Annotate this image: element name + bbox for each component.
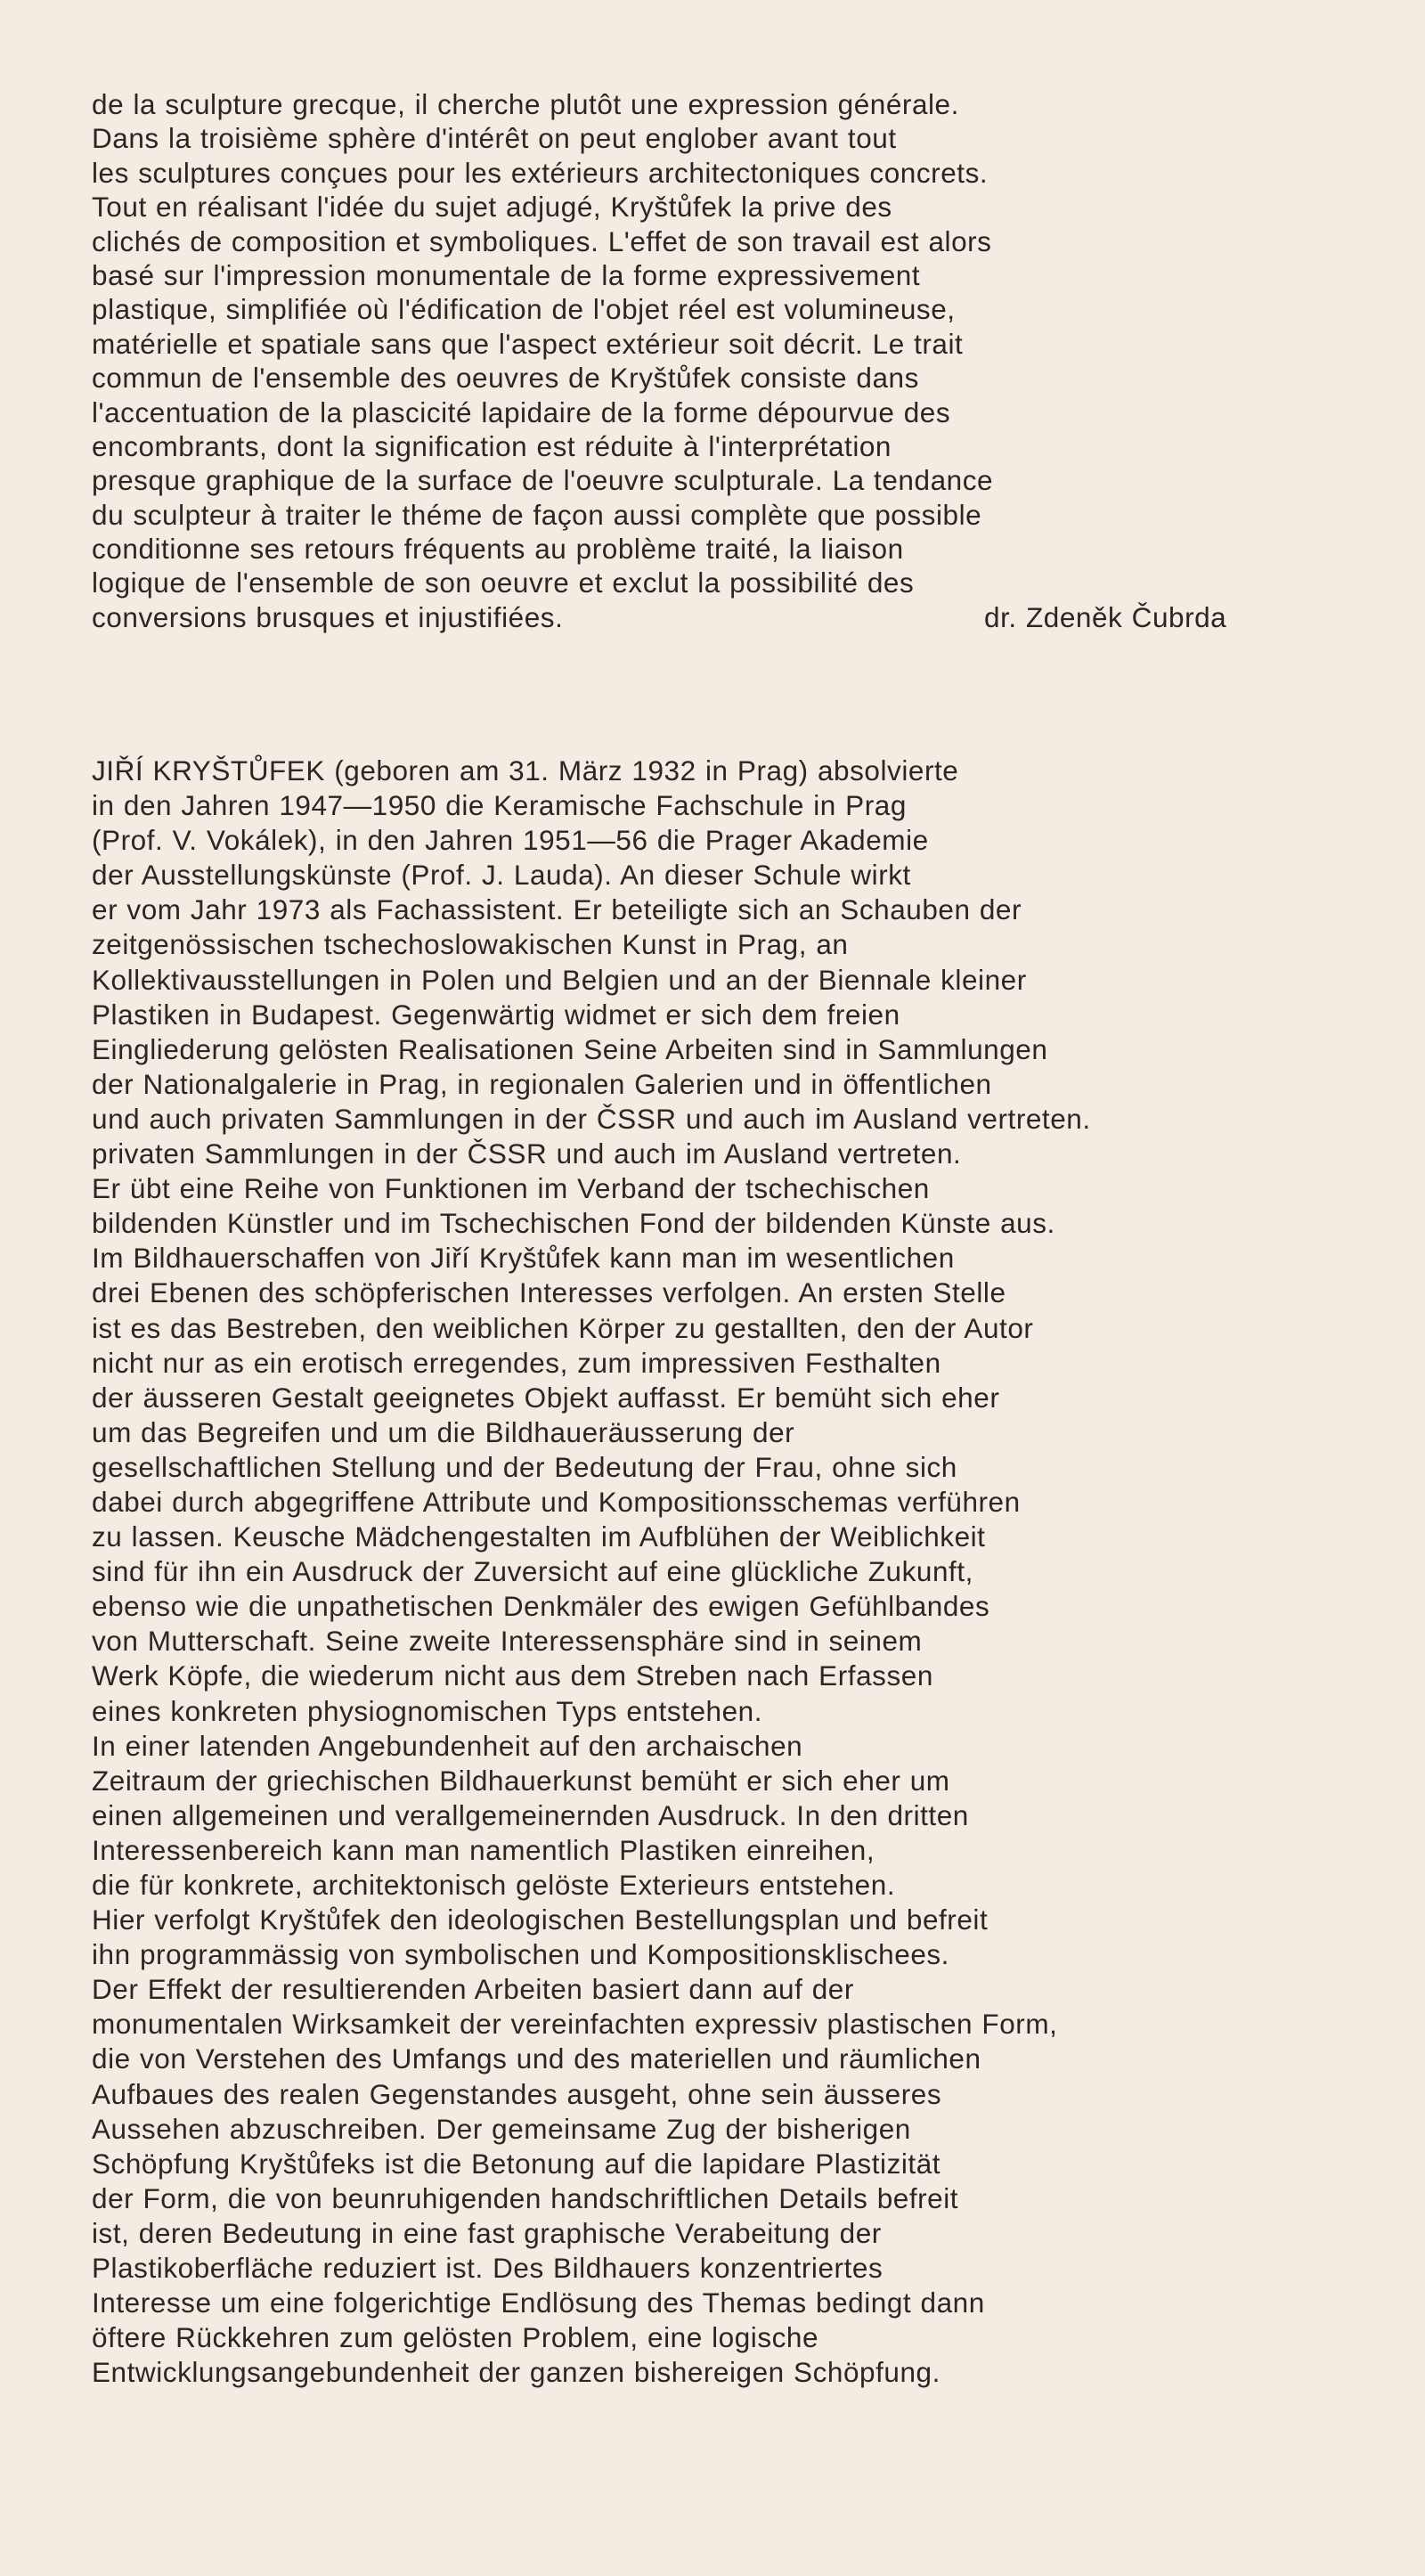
text-line: der äusseren Gestalt geeignetes Objekt auffasst. Er bemüht sich eher <box>92 1381 1000 1414</box>
text-line: Entwicklungsangebundenheit der ganzen bishereigen Schöpfung. <box>92 2356 940 2389</box>
text-line: die von Verstehen des Umfangs und des materiellen und räumlichen <box>92 2042 981 2075</box>
text-line: einen allgemeinen und verallgemeinernden Ausdruck. In den dritten <box>92 1798 969 1831</box>
text-line: gesellschaftlichen Stellung und der Bedeutung der Frau, ohne sich <box>92 1450 957 1483</box>
text-line: encombrants, dont la signification est réduite à l'interprétation <box>92 429 892 462</box>
text-line: und auch privaten Sammlungen in der ČSSR und auch im Ausland vertreten. <box>92 1102 1091 1135</box>
text-line: Interesse um eine folgerichtige Endlösung des Themas bedingt dann <box>92 2287 985 2319</box>
text-line: ebenso wie die unpathetischen Denkmäler des ewigen Gefühlbandes <box>92 1590 990 1623</box>
text-line: plastique, simplifiée où l'édification de l'objet réel est volumineuse, <box>92 293 956 326</box>
german-text-block <box>92 754 1356 2390</box>
text-line: Kollektivausstellungen in Polen und Belgien und an der Biennale kleiner <box>92 963 1027 996</box>
text-line: logique de l'ensemble de son oeuvre et exclut la possibilité des <box>92 567 915 599</box>
text-line: de la sculpture grecque, il cherche plutôt une expression générale. <box>92 88 959 120</box>
text-line: Dans la troisième sphère d'intérêt on peut englober avant tout <box>92 122 897 155</box>
text-line: Tout en réalisant l'idée du sujet adjugé, Kryštůfek la prive des <box>92 191 892 224</box>
text-line: der Ausstellungskünste (Prof. J. Lauda). An dieser Schule wirkt <box>92 859 911 892</box>
text-line: bildenden Künstler und im Tschechischen Fond der bildenden Künste aus. <box>92 1207 1055 1240</box>
text-line: sind für ihn ein Ausdruck der Zuversicht auf eine glückliche Zukunft, <box>92 1555 973 1588</box>
text-line: Hier verfolgt Kryštůfek den ideologischen Bestellungsplan und befreit <box>92 1903 989 1936</box>
text-line: Werk Köpfe, die wiederum nicht aus dem Streben nach Erfassen <box>92 1659 933 1692</box>
text-line: von Mutterschaft. Seine zweite Interessensphäre sind in seinem <box>92 1625 923 1658</box>
text-line: Zeitraum der griechischen Bildhauerkunst bemüht er sich eher um <box>92 1764 950 1797</box>
text-line: zu lassen. Keusche Mädchengestalten im Aufblühen der Weiblichkeit <box>92 1520 986 1553</box>
text-line: conversions brusques et injustifiées. <box>92 600 564 633</box>
text-line: Aufbaues des realen Gegenstandes ausgeht, ohne sein äusseres <box>92 2077 942 2110</box>
text-line: basé sur l'impression monumentale de la forme expressivement <box>92 258 921 291</box>
text-line: dabei durch abgegriffene Attribute und Kompositionsschemas verführen <box>92 1485 1021 1518</box>
text-line: les sculptures conçues pour les extérieurs architectoniques concrets. <box>92 156 989 189</box>
text-line: nicht nur as ein erotisch erregendes, zum impressiven Festhalten <box>92 1346 941 1379</box>
text-line: matérielle et spatiale sans que l'aspect extérieur soit décrit. Le trait <box>92 327 964 360</box>
text-line: eines konkreten physiognomischen Typs entstehen. <box>92 1694 763 1727</box>
text-line: er vom Jahr 1973 als Fachassistent. Er beteiligte sich an Schauben der <box>92 893 1022 926</box>
text-line: Der Effekt der resultierenden Arbeiten basiert dann auf der <box>92 1973 854 2006</box>
text-line: Plastiken in Budapest. Gegenwärtig widmet er sich dem freien <box>92 998 900 1031</box>
text-line: commun de l'ensemble des oeuvres de Kryštůfek consiste dans <box>92 362 919 395</box>
text-line: JIŘÍ KRYŠTŮFEK (geboren am 31. März 1932 in Prag) absolvierte <box>92 754 959 787</box>
text-line: Er übt eine Reihe von Funktionen im Verband der tschechischen <box>92 1172 930 1205</box>
text-line: um das Begreifen und um die Bildhaueräusserung der <box>92 1415 795 1448</box>
text-line: (Prof. V. Vokálek), in den Jahren 1951—56 die Prager Akademie <box>92 824 929 857</box>
text-line: ist, deren Bedeutung in eine fast graphische Verabeitung der <box>92 2216 882 2249</box>
text-line: Schöpfung Kryštůfeks ist die Betonung auf die lapidare Plastizität <box>92 2147 941 2180</box>
text-line: l'accentuation de la plascicité lapidaire de la forme dépourvue des <box>92 395 951 428</box>
text-line: monumentalen Wirksamkeit der vereinfachten expressiv plastischen Form, <box>92 2008 1058 2041</box>
text-line: presque graphique de la surface de l'oeuvre sculpturale. La tendance <box>92 464 994 497</box>
text-line: der Nationalgalerie in Prag, in regionalen Galerien und in öffentlichen <box>92 1067 992 1100</box>
text-line: die für konkrete, architektonisch gelöste Exterieurs entstehen. <box>92 1869 896 1901</box>
text-line: Plastikoberfläche reduziert ist. Des Bildhauers konzentriertes <box>92 2252 884 2285</box>
french-text-block <box>92 87 1356 634</box>
text-line: privaten Sammlungen in der ČSSR und auch im Ausland vertreten. <box>92 1137 962 1170</box>
text-line: Interessenbereich kann man namentlich Plastiken einreihen, <box>92 1833 875 1866</box>
text-line: ihn programmässig von symbolischen und Kompositionsklischees. <box>92 1938 949 1971</box>
text-line: Aussehen abzuschreiben. Der gemeinsame Zug der bisherigen <box>92 2112 911 2145</box>
text-line: drei Ebenen des schöpferischen Interesses verfolgen. An ersten Stelle <box>92 1276 1006 1309</box>
text-line: zeitgenössischen tschechoslowakischen Kunst in Prag, an <box>92 928 849 961</box>
text-line: du sculpteur à traiter le théme de façon aussi complète que possible <box>92 498 982 531</box>
text-line: öftere Rückkehren zum gelösten Problem, eine logische <box>92 2321 819 2354</box>
text-line: In einer latenden Angebundenheit auf den archaischen <box>92 1729 803 1762</box>
text-line: conditionne ses retours fréquents au problème traité, la liaison <box>92 533 904 566</box>
text-line: Im Bildhauerschaffen von Jiří Kryštůfek kann man im wesentlichen <box>92 1242 955 1275</box>
text-line: der Form, die von beunruhigenden handschriftlichen Details befreit <box>92 2181 959 2214</box>
author-signature: dr. Zdeněk Čubrda <box>984 600 1227 633</box>
text-line: ist es das Bestreben, den weiblichen Körper zu gestallten, den der Autor <box>92 1311 1034 1344</box>
text-line: Eingliederung gelösten Realisationen Seine Arbeiten sind in Sammlungen <box>92 1032 1048 1065</box>
closing-line <box>92 600 1356 634</box>
text-line: in den Jahren 1947—1950 die Keramische Fachschule in Prag <box>92 789 907 822</box>
text-line: clichés de composition et symboliques. L'effet de son travail est alors <box>92 224 992 257</box>
